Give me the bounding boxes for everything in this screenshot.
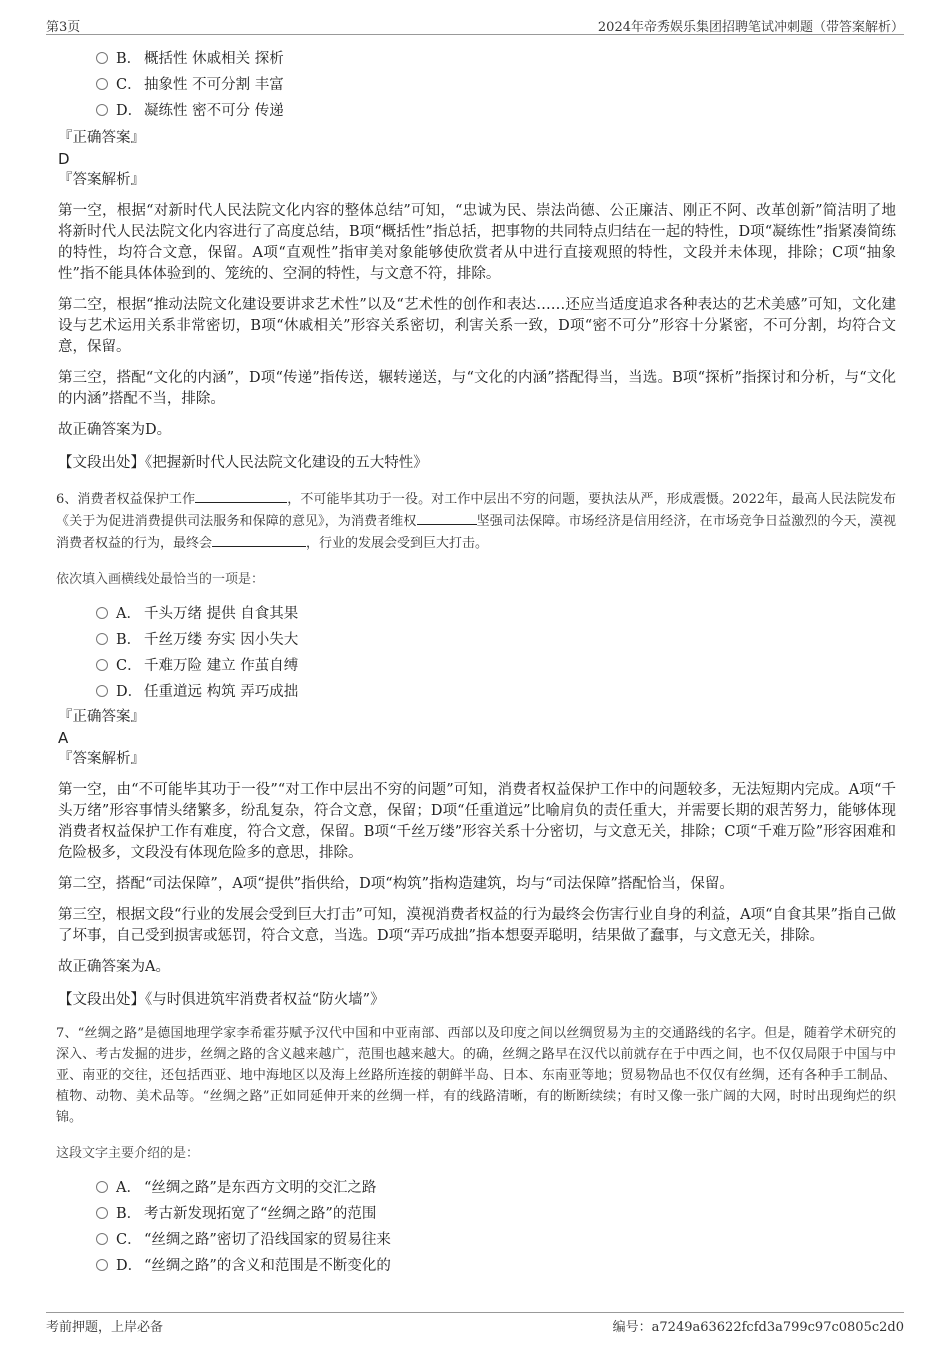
option-q6-b[interactable] — [96, 625, 896, 651]
option-letter: D． — [116, 1258, 143, 1274]
stem-part: 坚强司法保障。市场经济是信用经济，在市场竞争日益激烈的今天，漠视消费者权益的行为，最终会 — [56, 514, 896, 551]
option-letter: D． — [116, 103, 143, 119]
option-text: 任重道远 构筑 弄巧成拙 — [144, 684, 299, 700]
option-q6-a[interactable] — [96, 599, 896, 625]
analysis-paragraph: 第三空，搭配“文化的内涵”，D项“传递”指传送，辗转递送，与“文化的内涵”搭配得当，当选。B项“探析”指探讨和分析，与“文化的内涵”搭配不当，排除。 — [58, 370, 896, 407]
option-text: “丝绸之路”的含义和范围是不断变化的 — [144, 1258, 391, 1274]
option-q5-b[interactable] — [96, 44, 896, 70]
option-text: 考古新发现拓宽了“丝绸之路”的范围 — [144, 1206, 377, 1222]
option-q7-d[interactable] — [96, 1251, 896, 1277]
radio-icon[interactable] — [96, 104, 108, 116]
correct-answer-value: A — [58, 729, 69, 747]
option-q5-d[interactable] — [96, 96, 896, 122]
option-letter: C． — [116, 1232, 142, 1248]
option-letter: B． — [116, 632, 142, 648]
page-header — [46, 14, 904, 35]
question-prompt: 依次填入画横线处最恰当的一项是： — [56, 572, 265, 587]
option-letter: C． — [116, 658, 142, 674]
analysis-conclusion: 故正确答案为A。 — [58, 959, 170, 975]
page-number: 第3页 — [46, 20, 81, 35]
analysis-paragraph: 第一空，根据“对新时代人民法院文化内容的整体总结”可知，“忠诚为民、崇法尚德、公正廉洁、刚正不阿、改革创新”简洁明了地将新时代人民法院文化内容进行了高度总结，B项“概括性”指总括，把事物的共同特点归结在一起的特性，D项“凝练性”指紧凑简练的特性，均符合文意，保留。A项“直观性”指审美对象能够使欣赏者从中进行直接观照的特性，文段并未体现，排除；C项“抽象性”指不能具体体验到的、笼统的、空洞的特性，与文意不符，排除。 — [58, 203, 896, 282]
option-text: 凝练性 密不可分 传递 — [144, 103, 284, 119]
radio-icon[interactable] — [96, 659, 108, 671]
question-prompt: 这段文字主要介绍的是： — [56, 1146, 200, 1161]
blank-line — [195, 488, 287, 503]
stem-part: 6、消费者权益保护工作 — [56, 492, 196, 507]
radio-icon[interactable] — [96, 1233, 108, 1245]
option-text: 抽象性 不可分割 丰富 — [144, 77, 284, 93]
analysis-paragraph: 第一空，由“不可能毕其功于一役”“对工作中层出不穷的问题”可知，消费者权益保护工作中的问题较多，无法短期内完成。A项“千头万绪”形容事情头绪繁多，纷乱复杂，符合文意，保留；D项“任重道远”比喻肩负的责任重大，并需要长期的艰苦努力，能够体现消费者权益保护工作有难度，符合文意，保留。B项“千丝万缕”形容关系十分密切，与文意无关，排除；C项“千难万险”形容困难和危险极多，文段没有体现危险多的意思，排除。 — [58, 782, 896, 861]
analysis-label: 『答案解析』 — [58, 751, 145, 767]
document-code: 编号：a7249a63622fcfd3a799c97c0805c2d0 — [612, 1320, 904, 1335]
option-text: “丝绸之路”密切了沿线国家的贸易往来 — [144, 1232, 391, 1248]
radio-icon[interactable] — [96, 685, 108, 697]
option-text: 概括性 休戚相关 探析 — [144, 51, 284, 67]
blank-line — [212, 532, 306, 547]
option-text: “丝绸之路”是东西方文明的交汇之路 — [144, 1180, 377, 1196]
option-letter: A． — [116, 606, 141, 622]
analysis-paragraph: 第三空，根据文段“行业的发展会受到巨大打击”可知，漠视消费者权益的行为最终会伤害行业自身的利益，A项“自食其果”指自己做了坏事，自己受到损害或惩罚，符合文意，当选。D项“弄巧成拙”指本想耍弄聪明，结果做了蠢事，与文意无关，排除。 — [58, 907, 896, 944]
option-letter: A． — [116, 1180, 141, 1196]
option-text: 千头万绪 提供 自食其果 — [144, 606, 299, 622]
option-q6-c[interactable] — [96, 651, 896, 677]
page-footer — [46, 1312, 904, 1337]
question-7-stem: 7、“丝绸之路”是德国地理学家李希霍芬赋予汉代中国和中亚南部、西部以及印度之间以丝绸贸易为主的交通路线的名字。但是，随着学术研究的深入、考古发掘的进步，丝绸之路的含义越来越广，范围也越来越大。的确，丝绸之路早在汉代以前就存在于中西之间，也不仅仅局限于中国与中亚、南亚的交往，还包括西亚、地中海地区以及海上丝路所连接的朝鲜半岛、日本、东南亚等地；贸易物品也不仅仅有丝绸，还有各种手工制品、植物、动物、美术品等。“丝绸之路”正如同延伸开来的丝绸一样，有的线路清晰，有的断断续续；有时又像一张广阔的大网，时时出现绚烂的织锦。 — [56, 1026, 896, 1125]
source-citation — [58, 990, 896, 1011]
option-q7-a[interactable] — [96, 1173, 896, 1199]
source-tag: 【文段出处】 — [58, 455, 145, 471]
source-title: 《把握新时代人民法院文化建设的五大特性》 — [145, 455, 428, 471]
correct-answer-label: 『正确答案』 — [58, 709, 145, 725]
analysis-paragraph: 第二空，根据“推动法院文化建设要讲求艺术性”以及“艺术性的创作和表达……还应当适度追求各种表达的艺术美感”可知，文化建设与艺术运用关系非常密切，B项“休戚相关”形容关系密切，利害关系一致，D项“密不可分”形容十分紧密，不可分割，均符合文意，保留。 — [58, 297, 896, 355]
option-letter: B． — [116, 51, 142, 67]
footer-slogan: 考前押题，上岸必备 — [46, 1320, 164, 1335]
radio-icon[interactable] — [96, 1207, 108, 1219]
radio-icon[interactable] — [96, 1181, 108, 1193]
radio-icon[interactable] — [96, 607, 108, 619]
option-q5-c[interactable] — [96, 70, 896, 96]
option-letter: C． — [116, 77, 142, 93]
option-text: 千难万险 建立 作茧自缚 — [144, 658, 299, 674]
radio-icon[interactable] — [96, 1259, 108, 1271]
stem-part: ，不可能毕其功于一役。对工作中层出不穷的问题，要执法从严，形成震慑。2022年，最高人民法院发布《关于为促进消费提供司法服务和保障的意见》，为消费者维权 — [56, 492, 896, 529]
option-letter: D． — [116, 684, 143, 700]
document-body — [56, 44, 896, 1277]
analysis-conclusion: 故正确答案为D。 — [58, 422, 172, 438]
option-text: 千丝万缕 夯实 因小失大 — [144, 632, 299, 648]
radio-icon[interactable] — [96, 52, 108, 64]
radio-icon[interactable] — [96, 78, 108, 90]
radio-icon[interactable] — [96, 633, 108, 645]
source-citation — [58, 453, 896, 474]
correct-answer-value: D — [58, 150, 70, 168]
option-q6-d[interactable] — [96, 677, 896, 703]
option-letter: B． — [116, 1206, 142, 1222]
option-q7-b[interactable] — [96, 1199, 896, 1225]
option-q7-c[interactable] — [96, 1225, 896, 1251]
document-title: 2024年帝秀娱乐集团招聘笔试冲刺题（带答案解析） — [597, 20, 904, 35]
source-tag: 【文段出处】 — [58, 992, 145, 1008]
question-6-stem — [56, 488, 896, 554]
blank-line — [417, 510, 477, 525]
stem-part: ，行业的发展会受到巨大打击。 — [306, 536, 489, 551]
analysis-paragraph: 第二空，搭配“司法保障”，A项“提供”指供给，D项“构筑”指构造建筑，均与“司法保障”搭配恰当，保留。 — [58, 876, 734, 892]
correct-answer-label: 『正确答案』 — [58, 130, 145, 146]
source-title: 《与时俱进筑牢消费者权益“防火墙”》 — [145, 992, 385, 1008]
analysis-label: 『答案解析』 — [58, 172, 145, 188]
